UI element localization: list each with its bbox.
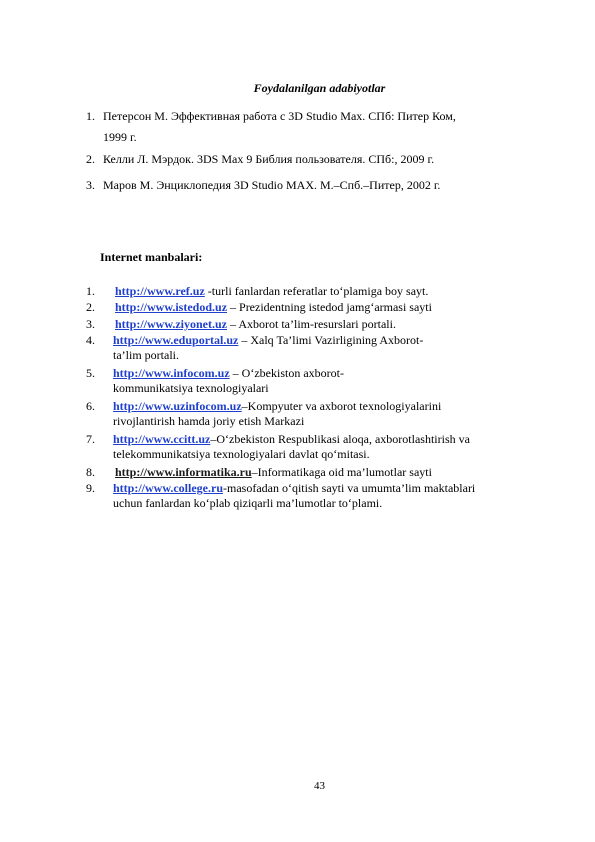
internet-sources-heading: Internet manbalari: — [100, 250, 203, 264]
internet-item-description-cont: rivojlantirish hamda joriy etish Markazi — [113, 414, 305, 428]
internet-item-description-cont: uchun fanlardan ko‘plab qiziqarli ma’lumotlar to‘plami. — [113, 496, 383, 510]
link-ccitt-uz[interactable]: http://www.ccitt.uz — [113, 432, 211, 446]
internet-item-description: –Kompyuter va axborot texnologiyalarini — [241, 399, 442, 413]
internet-item-number: 5. — [86, 366, 95, 380]
internet-item-number: 3. — [86, 317, 95, 331]
internet-item-1 — [86, 284, 546, 299]
reference-number: 1. — [86, 109, 95, 123]
internet-item-3 — [86, 317, 546, 332]
internet-item-number: 7. — [86, 432, 95, 446]
internet-item-number: 1. — [86, 284, 95, 298]
internet-item-description: – Prezidentning istedod jamg‘armasi sayti — [227, 300, 432, 314]
internet-item-description: –O‘zbekiston Respublikasi aloqa, axborotlashtirish va — [210, 432, 470, 446]
link-istedod-uz[interactable]: http://www.istedod.uz — [115, 300, 228, 314]
internet-item-number: 9. — [86, 481, 95, 495]
internet-item-description: -turli fanlardan referatlar to‘plamiga boy sayt. — [204, 284, 429, 298]
internet-item-2 — [86, 300, 546, 315]
internet-item-number: 8. — [86, 465, 95, 479]
internet-item-description-cont: ta’lim portali. — [113, 348, 179, 362]
internet-item-number: 2. — [86, 300, 95, 314]
internet-item-4 — [86, 333, 546, 363]
link-eduportal-uz[interactable]: http://www.eduportal.uz — [113, 333, 239, 347]
reference-text: Келли Л. Мэрдок. 3DS Max 9 Библия пользователя. СПб:, 2009 г. — [103, 152, 435, 166]
reference-text: 1999 г. — [103, 130, 137, 144]
internet-item-8 — [86, 465, 546, 480]
internet-item-description: – Axborot ta’lim-resurslari portali. — [227, 317, 396, 331]
reference-text: Маров М. Энциклопедия 3D Studio MAX. М.–Спб.–Питер, 2002 г. — [103, 178, 441, 192]
link-ziyonet-uz[interactable]: http://www.ziyonet.uz — [115, 317, 227, 331]
link-infocom-uz[interactable]: http://www.infocom.uz — [113, 366, 230, 380]
reference-number: 2. — [86, 152, 95, 166]
internet-item-description: -masofadan o‘qitish sayti va umumta’lim maktablari — [223, 481, 476, 495]
internet-item-5 — [86, 366, 546, 396]
internet-item-description: –Informatikaga oid ma’lumotlar sayti — [251, 465, 432, 479]
link-college-ru[interactable]: http://www.college.ru — [113, 481, 223, 495]
internet-item-7 — [86, 432, 546, 462]
reference-number: 3. — [86, 178, 95, 192]
internet-item-description: – O‘zbekiston axborot- — [229, 366, 344, 380]
page-title: Foydalanilgan adabiyotlar — [253, 81, 386, 95]
internet-item-description-cont: telekommunikatsiya texnologiyalari davlat qo‘mitasi. — [113, 447, 370, 461]
reference-text: Петерсон М. Эффективная работа с 3D Studio Max. СПб: Питер Ком, — [103, 109, 456, 123]
link-informatika-ru[interactable]: http://www.informatika.ru — [115, 465, 252, 479]
internet-item-6 — [86, 399, 546, 429]
link-ref-uz[interactable]: http://www.ref.uz — [115, 284, 205, 298]
internet-item-number: 6. — [86, 399, 95, 413]
page-number: 43 — [314, 780, 325, 792]
internet-item-9 — [86, 481, 556, 511]
internet-item-description-cont: kommunikatsiya texnologiyalari — [113, 381, 269, 395]
internet-item-number: 4. — [86, 333, 95, 347]
internet-item-description: – Xalq Ta’limi Vazirligining Axborot- — [238, 333, 424, 347]
link-uzinfocom-uz[interactable]: http://www.uzinfocom.uz — [113, 399, 242, 413]
